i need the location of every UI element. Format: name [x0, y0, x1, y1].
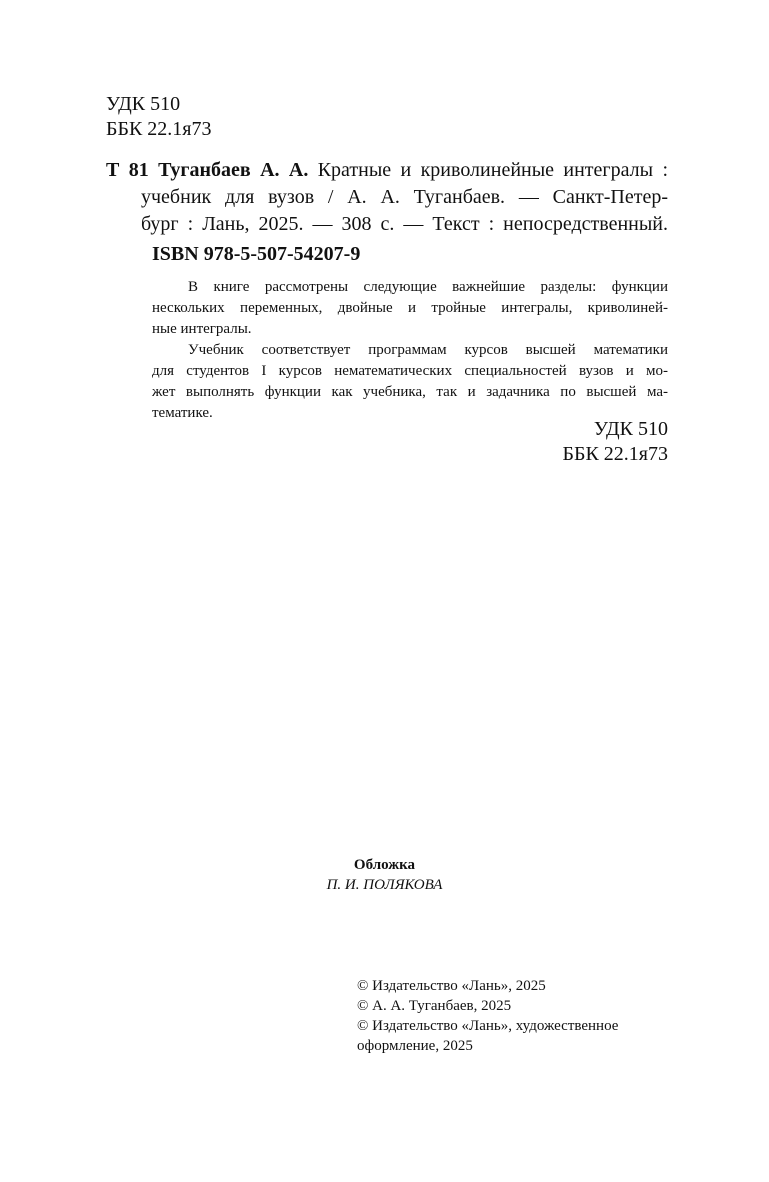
copyright-line: © Издательство «Лань», художественное: [357, 1018, 619, 1034]
annotation-line: нескольких переменных, двойные и тройные интегралы, криволиней-: [152, 300, 668, 316]
copyright-line: © А. А. Туганбаев, 2025: [357, 998, 512, 1014]
annotation-line: жет выполнять функции как учебника, так и задачника по высшей ма-: [152, 384, 668, 400]
annotation-line: для студентов I курсов нематематических специальностей вузов и мо-: [152, 363, 668, 379]
catalog-code: Т 81: [106, 159, 149, 181]
catalog-author: Туганбаев А. А.: [158, 159, 309, 181]
isbn: ISBN 978-5-507-54207-9: [152, 243, 361, 265]
catalog-line: учебник для вузов / А. А. Туганбаев. — Санкт-Петер-: [141, 186, 668, 208]
annotation-line: тематике.: [152, 405, 213, 421]
cover-label: Обложка: [353, 857, 416, 873]
catalog-first-line: [106, 157, 668, 184]
annotation-line: ные интегралы.: [152, 321, 252, 337]
annotation-line: В книге рассмотрены следующие важнейшие разделы: функции: [188, 279, 668, 295]
bbk-code: ББК 22.1я73: [106, 118, 212, 140]
udk-code-right: УДК 510: [593, 418, 668, 440]
catalog-title: Кратные и криволинейные интегралы :: [317, 159, 669, 181]
udk-code: УДК 510: [106, 93, 181, 115]
copyright-line: © Издательство «Лань», 2025: [357, 978, 546, 994]
annotation-line: Учебник соответствует программам курсов высшей математики: [188, 342, 668, 358]
bbk-code-right: ББК 22.1я73: [562, 443, 668, 465]
cover-designer: П. И. ПОЛЯКОВА: [326, 877, 443, 893]
catalog-line: бург : Лань, 2025. — 308 с. — Текст : непосредственный.: [141, 213, 668, 235]
copyright-line: оформление, 2025: [357, 1038, 473, 1054]
